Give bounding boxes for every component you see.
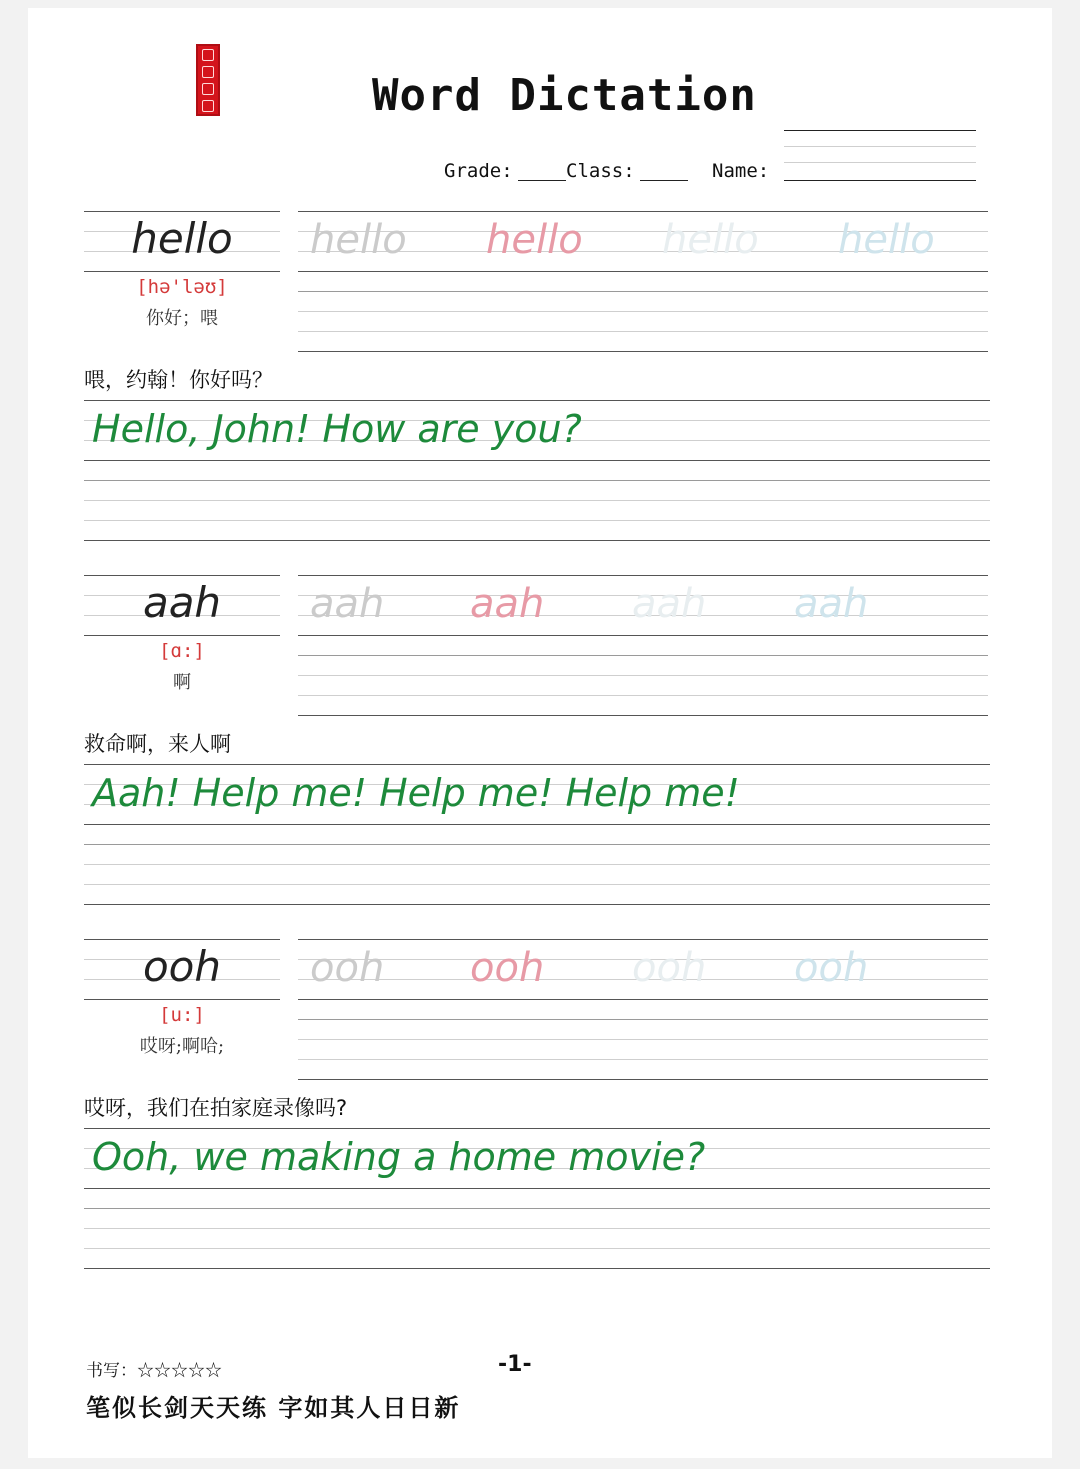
meaning: 哎呀;啊哈; — [139, 1036, 225, 1057]
page-number: -1- — [498, 1352, 532, 1377]
phonetic: [ɑ:] — [159, 640, 205, 662]
meaning: 你好；喂 — [146, 308, 218, 329]
grade-blank[interactable] — [518, 180, 566, 181]
trace-word-3: aah — [632, 581, 707, 627]
phonetic: [hə'ləʊ] — [136, 276, 228, 298]
phonetic: [u:] — [159, 1004, 205, 1026]
trace-word-4: aah — [794, 581, 869, 627]
vocab-word: ooh — [142, 942, 221, 991]
trace-word-2: hello — [486, 217, 583, 263]
sentence-chinese: 哎呀，我们在拍家庭录像吗? — [84, 1096, 348, 1120]
trace-word-3: ooh — [632, 945, 707, 991]
name-label: Name: — [712, 160, 770, 182]
trace-word-4: hello — [838, 217, 935, 263]
red-seal-stamp — [196, 44, 220, 116]
trace-word-4: ooh — [794, 945, 869, 991]
name-line-top — [784, 130, 976, 131]
trace-word-2: ooh — [470, 945, 545, 991]
sentence-english: Hello, John! How are you? — [92, 407, 582, 451]
trace-word-3: hello — [662, 217, 759, 263]
trace-word-2: aah — [470, 581, 545, 627]
trace-word-1: ooh — [310, 945, 385, 991]
motto: 笔似长剑天天练 字如其人日日新 — [86, 1393, 461, 1422]
trace-word-1: aah — [310, 581, 385, 627]
sentence-chinese: 救命啊，来人啊 — [84, 732, 231, 756]
vocab-word: hello — [131, 214, 233, 263]
class-label: Class: — [566, 160, 635, 182]
grade-label: Grade: — [444, 160, 513, 182]
trace-word-1: hello — [310, 217, 407, 263]
sentence-english: Ooh, we making a home movie? — [92, 1135, 706, 1179]
guide-line — [784, 146, 976, 147]
name-blank[interactable] — [784, 180, 976, 181]
writing-score: 书写：☆☆☆☆☆ — [86, 1361, 222, 1381]
guide-line — [784, 162, 976, 163]
page-title: Word Dictation — [372, 70, 757, 121]
sentence-chinese: 喂，约翰！你好吗？ — [84, 368, 273, 392]
sentence-english: Aah! Help me! Help me! Help me! — [92, 771, 740, 815]
vocab-word: aah — [142, 578, 222, 627]
class-blank[interactable] — [640, 180, 688, 181]
meaning: 啊 — [173, 672, 191, 693]
